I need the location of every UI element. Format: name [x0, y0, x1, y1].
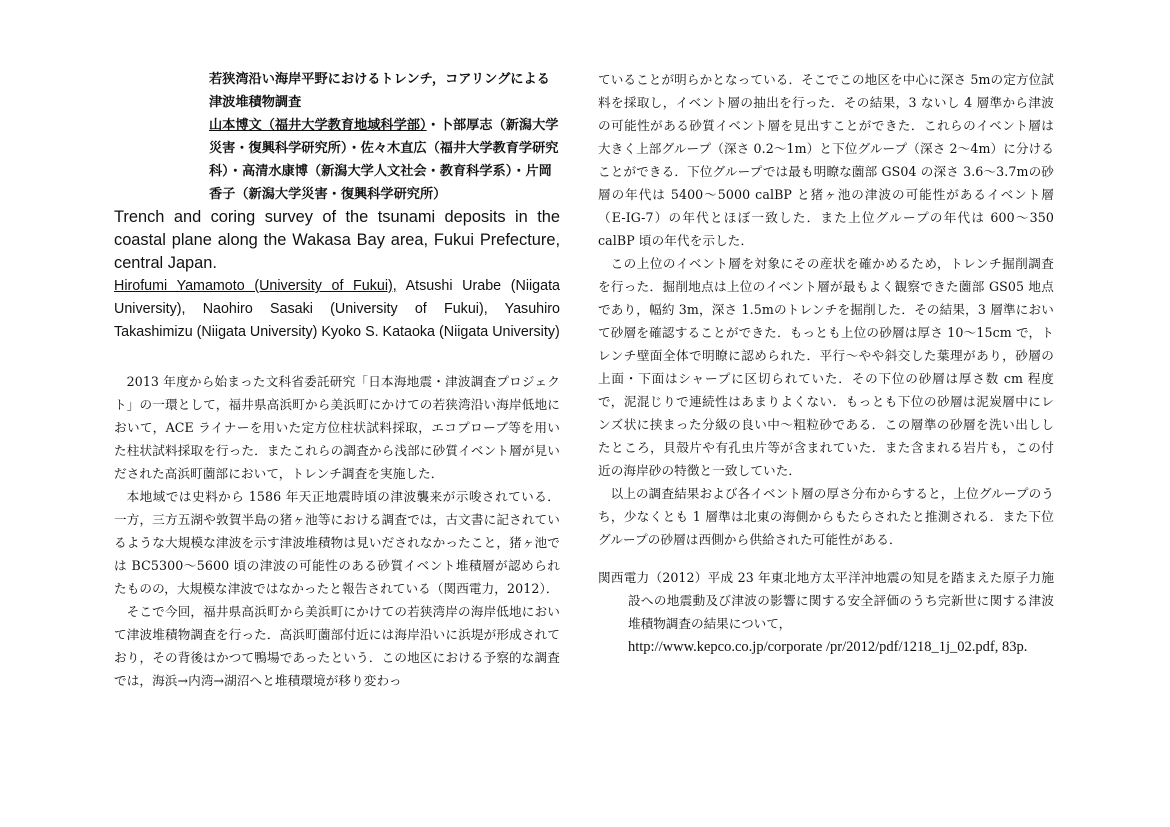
body-paragraph-4: この上位のイベント層を対象にその産状を確かめるため，トレンチ掘削調査を行った．掘削地点は上位のイベント層が最もよく観察できた薗部 GS05 地点であり，幅約 3m，深さ 1.5mのトレンチを掘削した．その結果，3 層準において砂層を確認することができた．もっとも上位の砂層は厚さ 10〜15cm で，トレンチ壁面全体で明瞭に認められた．平行〜やや斜交した葉理があり，砂層の上面・下面はシャープに区切られていた．その下位の砂層は厚さ数 cm 程度で，泥混じりで連続性はあまりよくない．もっとも下位の砂層は泥炭層中にレンズ状に挟まった分級の良い中〜粗粒砂である．この層準の砂層を洗い出ししたところ，貝殻片や有孔虫片等が含まれていた．また含まれる岩片も，この付近の海岸砂の特徴と一致していた． [598, 256, 1054, 478]
japanese-authors [209, 114, 560, 206]
japanese-presenting-author: 山本博文（福井大学教育地域科学部） [209, 118, 427, 133]
body-paragraph-continued: ていることが明らかとなっている．そこでこの地区を中心に深さ 5mの定方位試料を採取し，イベント層の抽出を行った．その結果，3 ないし 4 層準から津波の可能性がある砂質イベント層を見出すことができた．これらのイベント層は大きく上部グループ（深さ 0.2〜1m）と下位グループ（深さ 2〜4m）に分けることができる．下位グループでは最も明瞭な薗部 GS04 の深さ 3.6〜3.7mの砂層の年代は 5400〜5000 calBP と猪ヶ池の津波の可能性があるイベント層（E-IG-7）の年代とほぼ一致した．また上位グループの年代は 600〜350 calBP 頃の年代を示した． [598, 72, 1054, 248]
english-presenting-author: Hirofumi Yamamoto (University of Fukui), [114, 278, 397, 294]
body-paragraph-3: そこで今回，福井県高浜町から美浜町にかけての若狭湾岸の海岸低地において津波堆積物調査を行った．高浜町薗部付近には海岸沿いに浜堤が形成されており，その背後はかつて鴨場であったという．この地区における予察的な調査では，海浜→内湾→湖沼へと堆積環境が移り変わっ [114, 604, 560, 688]
english-coauthors: Atsushi Urabe (Niigata University), Naohiro Sasaki (University of Fukui), Yasuhiro Takashimizu (Niigata University) Kyoko S. Kataoka (Niigata University) [114, 278, 561, 340]
left-column [114, 68, 560, 692]
japanese-coauthors: ・卜部厚志（新潟大学災害・復興科学研究所）・佐々木直広（福井大学教育学研究科）・高清水康博（新潟大学人文社会・教育科学系）・片岡香子（新潟大学災害・復興科学研究所） [209, 118, 559, 202]
english-authors [114, 275, 560, 344]
japanese-title-line-2: 津波堆積物調査 [209, 95, 302, 110]
right-column [598, 68, 1054, 659]
japanese-title-line-1: 若狭湾沿い海岸平野におけるトレンチ，コアリングによる [209, 72, 550, 87]
reference-entry [598, 566, 1054, 659]
japanese-title-block [209, 68, 560, 206]
reference-url: http://www.kepco.co.jp/corporate /pr/2012/pdf/1218_1j_02.pdf, 83p. [628, 639, 1028, 655]
body-paragraph-5: 以上の調査結果および各イベント層の厚さ分布からすると，上位グループのうち，少なくとも 1 層準は北東の海側からもたらされたと推測される．また下位グループの砂層は西側から供給された可能性がある． [598, 486, 1054, 547]
reference-text: 関西電力（2012）平成 23 年東北地方太平洋沖地震の知見を踏まえた原子力施設への地震動及び津波の影響に関する安全評価のうち完新世に関する津波堆積物調査の結果について， [598, 570, 1054, 631]
english-title: Trench and coring survey of the tsunami deposits in the coastal plane along the Wakasa Bay area, Fukui Prefecture, central Japan. [114, 208, 560, 272]
body-paragraph-1: 2013 年度から始まった文科省委託研究「日本海地震・津波調査プロジェクト」の一環として，福井県高浜町から美浜町にかけての若狭湾沿い海岸低地において，ACE ライナーを用いた定方位柱状試料採取，エコプローブ等を用いた柱状試料採取を行った．またこれらの調査から浅部に砂質イベント層が見いだされた高浜町薗部において，トレンチ調査を実施した． [114, 374, 560, 481]
body-paragraph-2: 本地域では史料から 1586 年天正地震時頃の津波襲来が示唆されている．一方，三方五湖や敦賀半島の猪ヶ池等における調査では，古文書に記されているような大規模な津波を示す津波堆積物は見いだされなかったこと，猪ヶ池では BC5300〜5600 頃の津波の可能性のある砂質イベント堆積層が認められたものの，大規模な津波ではなかったと報告されている（関西電力，2012）． [114, 489, 560, 596]
